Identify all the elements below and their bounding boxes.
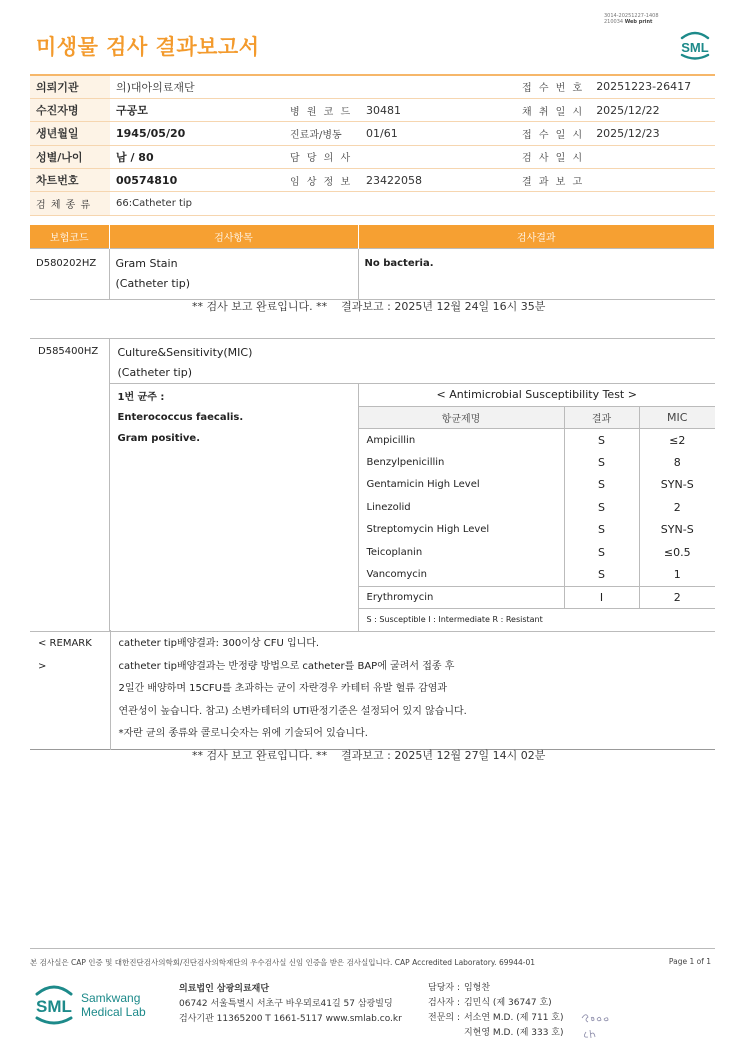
ast-mic: 2 <box>639 496 715 519</box>
header-item: 검사항목 <box>109 225 358 248</box>
staff-row <box>428 996 568 1011</box>
info-row <box>30 75 715 98</box>
ast-drug: Streptomycin High Level <box>358 519 564 542</box>
staff-row <box>428 1026 568 1041</box>
doctor-label: 담 당 의 사 <box>280 145 360 168</box>
cap-note-text: 본 검사실은 CAP 인증 및 대한진단검사의학회/진단검사의학재단의 우수검사실 신임 인증을 받은 검사실입니다. CAP Accredited Laboratory. 69944-01 <box>30 958 536 967</box>
ast-mic: SYN-S <box>639 519 715 542</box>
specialist1-name: 서소연 M.D. (제 711 호) <box>463 1013 564 1023</box>
test2-specimen: (Catheter tip) <box>109 361 715 384</box>
doc-id-line1: 3014-20251227-1408 <box>604 13 659 19</box>
isolate-label: 1번 균주 : <box>109 384 358 407</box>
chart-label: 차트번호 <box>30 169 110 192</box>
info-row <box>30 169 715 192</box>
dob-label: 생년월일 <box>30 122 110 145</box>
ast-header-drug: 항균제명 <box>358 406 564 429</box>
samkwang-logo-line2: Medical Lab <box>81 1005 146 1019</box>
chart-value: 00574810 <box>110 169 280 192</box>
test2-code: D585400HZ <box>30 339 109 632</box>
receipt-date-label: 접 수 일 시 <box>498 122 590 145</box>
web-print-label: Web print <box>624 19 653 25</box>
remark-line: 2일간 배양하며 15CFU를 초과하는 균이 자란경우 카테터 유발 혈류 감염과 <box>118 683 448 694</box>
sml-logo-text: SML <box>681 40 709 55</box>
specialist2-name: 지현영 M.D. (제 333 호) <box>463 1028 564 1038</box>
specimen-label: 검 체 종 류 <box>30 192 110 215</box>
report-value <box>590 169 715 192</box>
requester-label: 의뢰기관 <box>30 75 110 98</box>
ast-legend: S : Susceptible I : Intermediate R : Resistant <box>358 609 715 632</box>
receipt-no-label: 접 수 번 호 <box>498 75 590 98</box>
gram-result: Gram positive. <box>109 429 358 632</box>
table-row <box>30 406 715 429</box>
ast-header-result: 결과 <box>564 406 639 429</box>
test2-complete <box>192 747 545 763</box>
remark-line: catheter tip배양결과: 300이상 CFU 입니다. <box>118 638 320 649</box>
org-info <box>179 982 402 1027</box>
ast-result: S <box>564 519 639 542</box>
doctor-value <box>360 145 498 168</box>
ast-result: S <box>564 564 639 587</box>
samkwang-logo-sml: SML <box>36 997 72 1016</box>
ast-result: S <box>564 496 639 519</box>
test1-item <box>109 248 358 299</box>
ast-result: I <box>564 586 639 609</box>
hospital-code-value: 30481 <box>360 98 498 121</box>
receipt-no-value: 20251223-26417 <box>590 75 715 98</box>
dept-label: 진료과/병동 <box>280 122 360 145</box>
doc-id <box>604 13 659 25</box>
tester-name: 김민식 (제 36747 호) <box>463 998 552 1008</box>
table-row <box>30 361 715 384</box>
staff-row <box>428 1011 568 1026</box>
remark-table <box>30 630 715 750</box>
ast-row <box>30 429 715 452</box>
table-row <box>30 248 715 299</box>
sex-age-label: 성별/나이 <box>30 145 110 168</box>
ast-mic: 1 <box>639 564 715 587</box>
manager-name: 임형찬 <box>463 983 491 993</box>
manager-label: 담당자 : <box>428 983 460 993</box>
info-row <box>30 122 715 145</box>
samkwang-logo-line1: Samkwang <box>81 991 141 1005</box>
dob-value: 1945/05/20 <box>110 122 280 145</box>
info-row <box>30 192 715 215</box>
patient-info-table <box>30 74 715 216</box>
remark-line: 연관성이 높습니다. 참고) 소변카테터의 UTI판정기준은 설정되어 있지 않습니다. <box>118 705 467 717</box>
remark-line: *자란 균의 종류와 콜로니숫자는 위에 기술되어 있습니다. <box>118 728 368 739</box>
ast-drug: Vancomycin <box>358 564 564 587</box>
remark-label: < REMARK > <box>30 630 110 749</box>
ast-result: S <box>564 474 639 497</box>
report-label: 결 과 보 고 <box>498 169 590 192</box>
test1-complete-text: ** 검사 보고 완료입니다. ** <box>192 300 328 313</box>
ast-drug: Linezolid <box>358 496 564 519</box>
clinical-value: 23422058 <box>360 169 498 192</box>
hospital-code-label: 병 원 코 드 <box>280 98 360 121</box>
staff-row <box>428 981 568 996</box>
result-header-row <box>30 225 715 248</box>
name-label: 수진자명 <box>30 98 110 121</box>
ast-drug: Gentamicin High Level <box>358 474 564 497</box>
info-row <box>30 145 715 168</box>
info-row <box>30 98 715 121</box>
specialist-label: 전문의 : <box>428 1013 460 1023</box>
remark-body <box>110 630 715 749</box>
name-value: 구공모 <box>110 98 280 121</box>
staff-info <box>428 981 568 1041</box>
test1-code: D580202HZ <box>30 248 109 299</box>
test1-complete <box>192 298 545 314</box>
receipt-date-value: 2025/12/23 <box>590 122 715 145</box>
test-date-value <box>590 145 715 168</box>
ast-drug: Benzylpenicillin <box>358 451 564 474</box>
collect-date-value: 2025/12/22 <box>590 98 715 121</box>
org-contact: 검사기관 11365200 T 1661-5117 www.smlab.co.kr <box>179 1014 402 1024</box>
test1-report-time: 결과보고 : 2025년 12월 24일 16시 35분 <box>341 300 546 313</box>
ast-drug: Teicoplanin <box>358 541 564 564</box>
org-name: 의료법인 삼광의료재단 <box>179 984 270 994</box>
signature-image <box>578 1010 612 1042</box>
dept-value: 01/61 <box>360 122 498 145</box>
test-date-label: 검 사 일 시 <box>498 145 590 168</box>
ast-mic: 8 <box>639 451 715 474</box>
sex-age-value: 남 / 80 <box>110 145 280 168</box>
table-row <box>30 384 715 407</box>
sml-logo <box>676 28 714 62</box>
test1-result: No bacteria. <box>358 248 715 299</box>
ast-mic: SYN-S <box>639 474 715 497</box>
remark-line: catheter tip배양결과는 반정량 방법으로 catheter를 BAP에 굴려서 접종 후 <box>118 660 455 672</box>
ast-title: < Antimicrobial Susceptibility Test > <box>358 384 715 407</box>
culture-table <box>30 338 715 632</box>
remark-row <box>30 630 715 749</box>
table-row <box>30 339 715 362</box>
org-address: 06742 서울특별시 서초구 바우뫼로41길 57 삼광빌딩 <box>179 999 393 1009</box>
test1-name: Gram Stain <box>115 256 178 270</box>
header-code: 보험코드 <box>30 225 109 248</box>
collect-date-label: 채 취 일 시 <box>498 98 590 121</box>
test2-name: Culture&Sensitivity(MIC) <box>109 339 715 362</box>
clinical-label: 임 상 정 보 <box>280 169 360 192</box>
test1-specimen: (Catheter tip) <box>115 276 191 290</box>
cap-note <box>30 948 715 968</box>
ast-result: S <box>564 541 639 564</box>
header-result: 검사결과 <box>358 225 715 248</box>
ast-result: S <box>564 429 639 452</box>
page-number: Page 1 of 1 <box>668 957 711 966</box>
report-title: 미생물 검사 결과보고서 <box>36 35 260 59</box>
ast-drug: Erythromycin <box>358 586 564 609</box>
ast-mic: 2 <box>639 586 715 609</box>
gram-stain-table <box>30 225 715 300</box>
ast-mic: ≤2 <box>639 429 715 452</box>
doc-id-line2: 210034 <box>604 19 624 25</box>
requester-value: 의)대아의료재단 <box>110 75 498 98</box>
ast-result: S <box>564 451 639 474</box>
tester-label: 검사자 : <box>428 998 460 1008</box>
organism: Enterococcus faecalis. <box>109 406 358 429</box>
test2-report-time: 결과보고 : 2025년 12월 27일 14시 02분 <box>341 749 546 762</box>
ast-header-mic: MIC <box>639 406 715 429</box>
test2-complete-text: ** 검사 보고 완료입니다. ** <box>192 749 328 762</box>
samkwang-logo <box>34 980 154 1028</box>
ast-mic: ≤0.5 <box>639 541 715 564</box>
specimen-value: 66:Catheter tip <box>110 192 715 215</box>
ast-drug: Ampicillin <box>358 429 564 452</box>
